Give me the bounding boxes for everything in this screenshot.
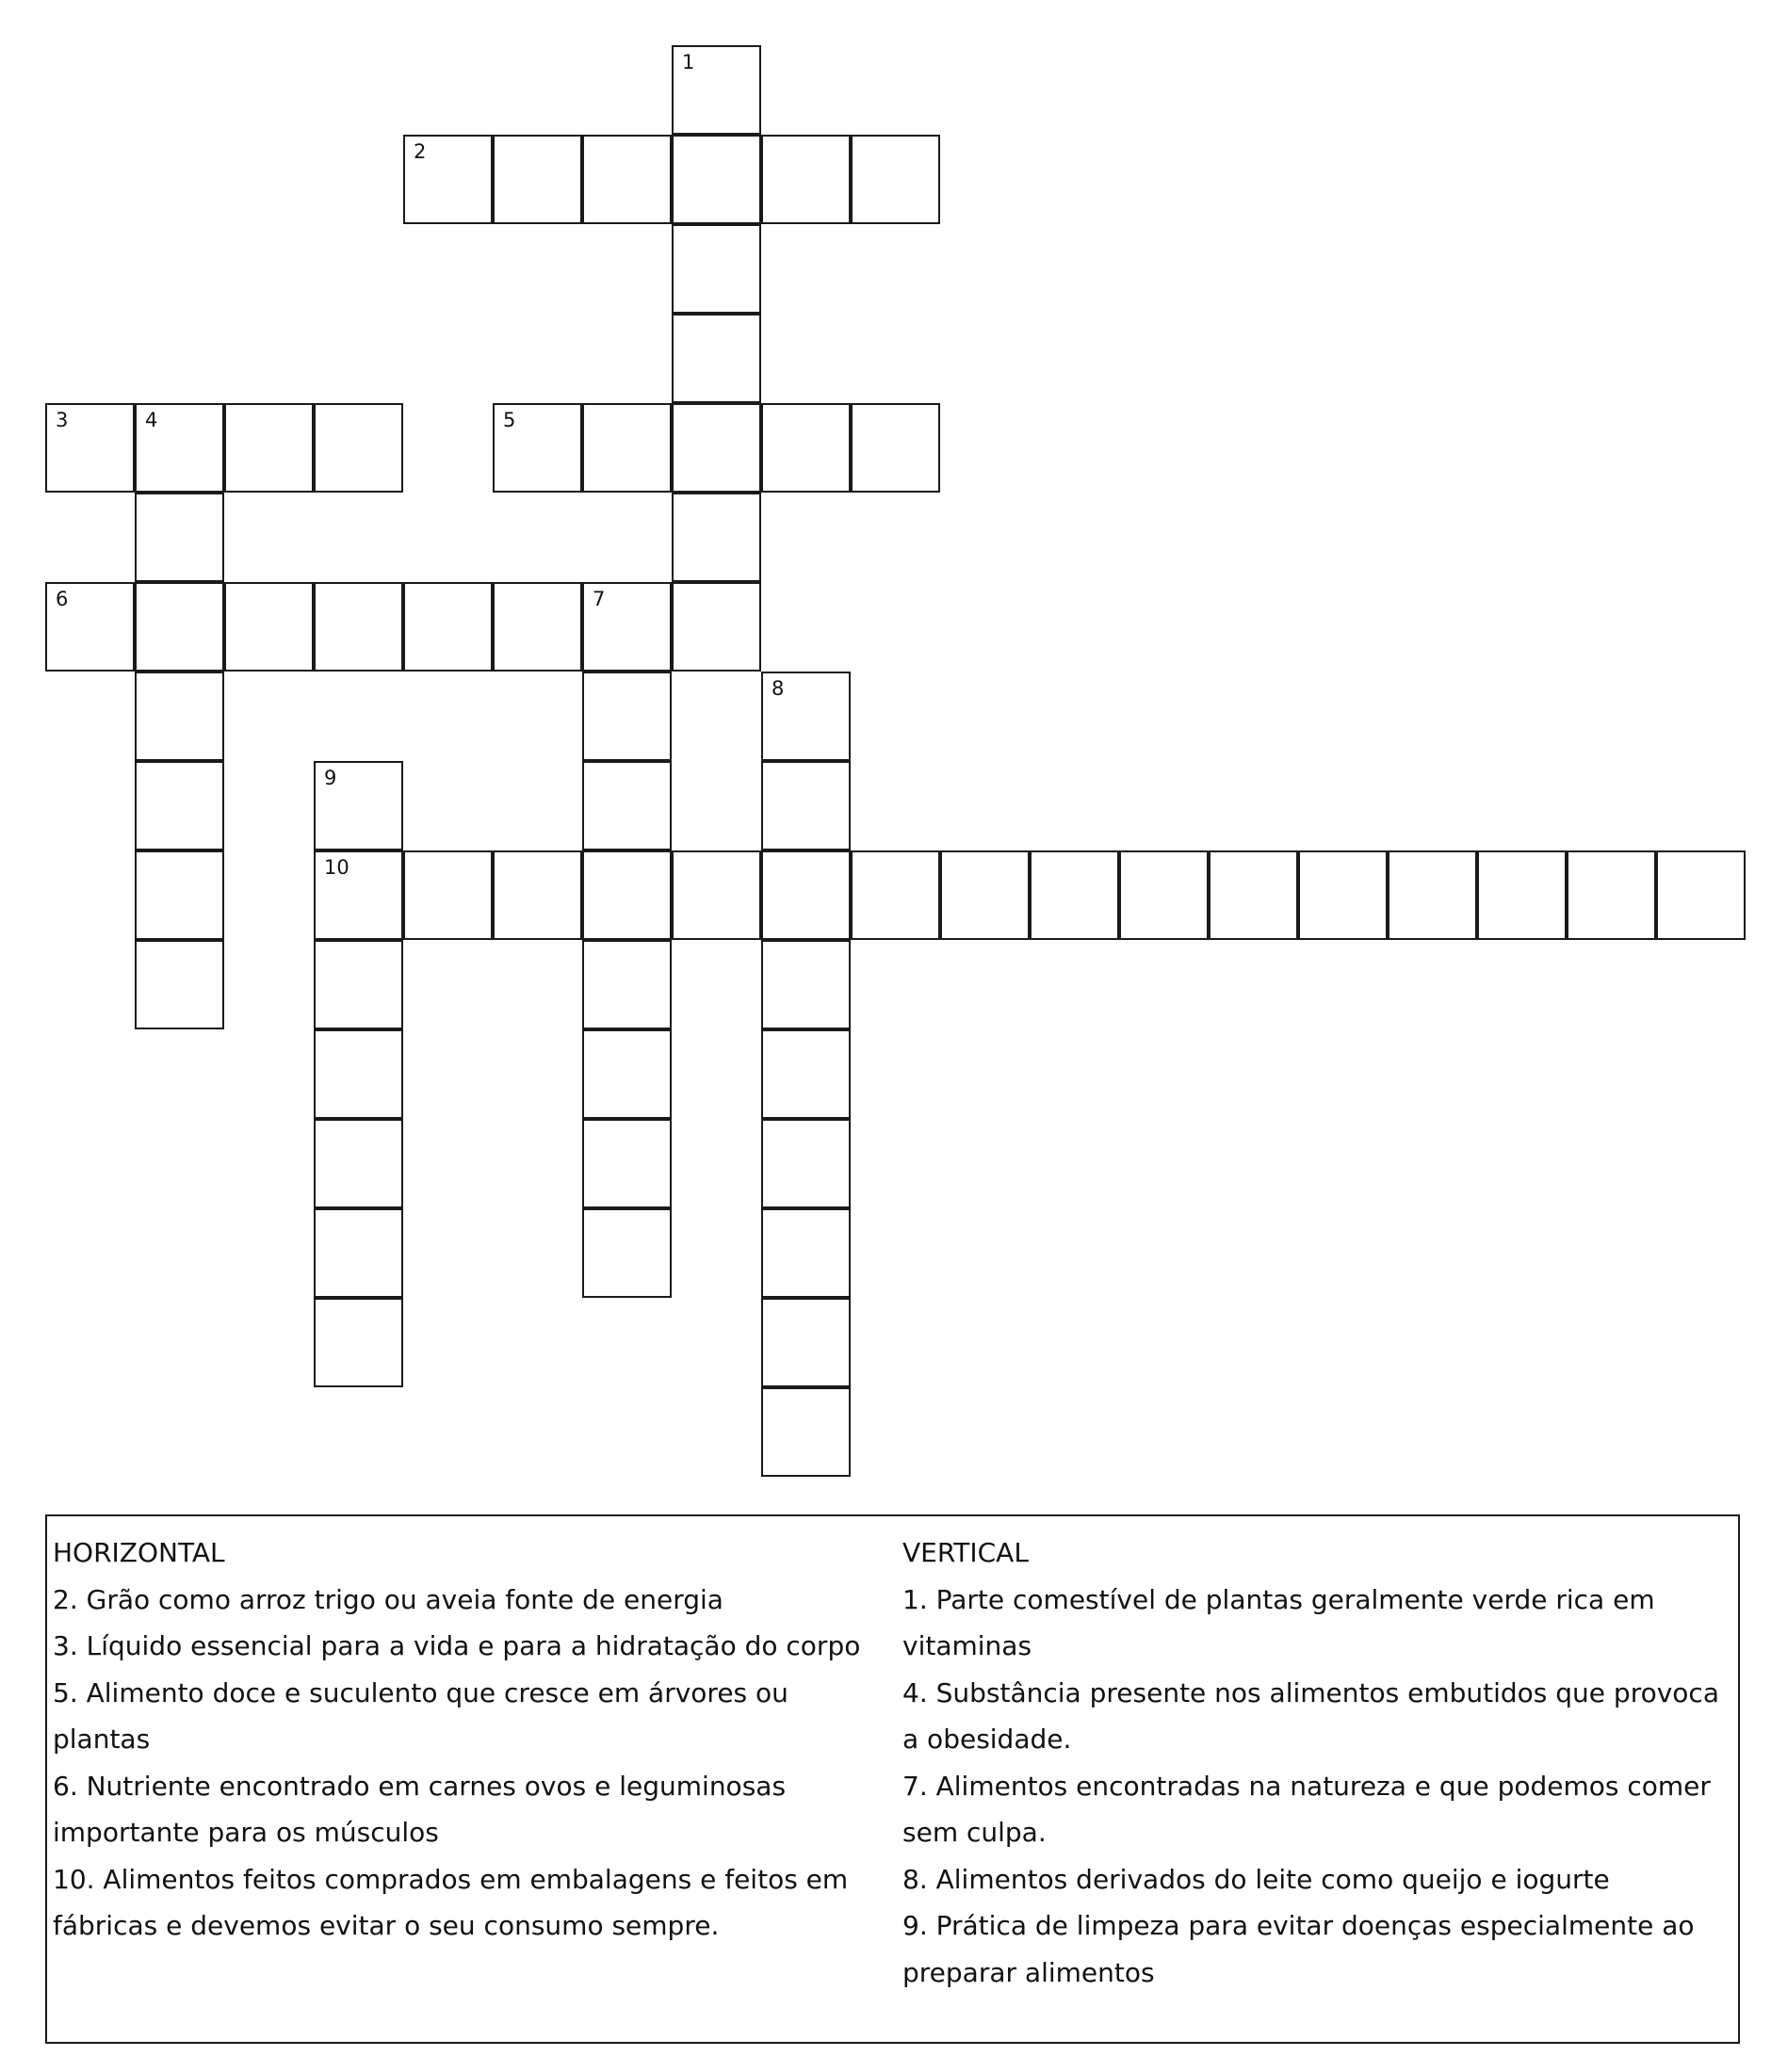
grid-cell[interactable] [761,1298,851,1387]
grid-cell[interactable] [1298,850,1388,940]
grid-cell[interactable] [314,1208,403,1298]
grid-cell[interactable] [761,1387,851,1477]
grid-cell[interactable] [403,135,493,224]
grid-cell[interactable] [1388,850,1477,940]
grid-cell[interactable] [493,850,582,940]
grid-cell[interactable] [1030,850,1119,940]
grid-cell[interactable] [493,582,582,672]
grid-cell[interactable] [582,403,672,493]
grid-cell[interactable] [761,761,851,850]
clue-number-1: 1 [682,51,695,73]
down-clues [902,1530,1736,1996]
grid-cell[interactable] [135,582,224,672]
grid-cell[interactable] [672,224,761,314]
grid-cell[interactable] [135,850,224,940]
grid-cell[interactable] [761,1029,851,1119]
clue-down-7: 7. Alimentos encontradas na natureza e que podemos comer sem culpa. [902,1770,1711,1848]
grid-cell[interactable] [672,850,761,940]
clue-across-5: 5. Alimento doce e suculento que cresce em árvores ou plantas [53,1676,788,1755]
clue-number-2: 2 [414,140,427,163]
grid-cell[interactable] [582,1029,672,1119]
clue-number-9: 9 [324,767,337,789]
grid-cell[interactable] [1477,850,1567,940]
grid-cell[interactable] [314,1029,403,1119]
grid-cell[interactable] [403,850,493,940]
clue-number-7: 7 [593,588,606,610]
grid-cell[interactable] [851,850,940,940]
clue-number-4: 4 [145,409,158,431]
grid-cell[interactable] [761,135,851,224]
grid-cell[interactable] [761,672,851,761]
grid-cell[interactable] [672,582,761,672]
grid-cell[interactable] [582,761,672,850]
grid-cell[interactable] [582,135,672,224]
clue-number-5: 5 [503,409,516,431]
grid-cell[interactable] [582,672,672,761]
down-heading: VERTICAL [902,1537,1029,1568]
clue-number-6: 6 [56,588,69,610]
clue-down-1: 1. Parte comestível de plantas geralmente verde rica em vitaminas [902,1583,1655,1661]
grid-cell[interactable] [672,314,761,403]
grid-cell[interactable] [135,403,224,493]
grid-cell[interactable] [314,761,403,850]
grid-cell[interactable] [672,45,761,135]
grid-cell[interactable] [672,403,761,493]
grid-cell[interactable] [135,940,224,1029]
grid-cell[interactable] [314,403,403,493]
grid-cell[interactable] [45,582,135,672]
grid-cell[interactable] [851,135,940,224]
grid-cell[interactable] [582,940,672,1029]
grid-cell[interactable] [45,403,135,493]
grid-cell[interactable] [135,672,224,761]
clue-across-3: 3. Líquido essencial para a vida e para a hidratação do corpo [53,1630,861,1661]
grid-cell[interactable] [761,850,851,940]
grid-cell[interactable] [761,403,851,493]
across-heading: HORIZONTAL [53,1537,225,1568]
grid-cell[interactable] [224,403,314,493]
grid-cell[interactable] [493,135,582,224]
clue-number-8: 8 [772,677,785,700]
grid-cell[interactable] [582,1119,672,1208]
grid-cell[interactable] [761,940,851,1029]
grid-cell[interactable] [1119,850,1209,940]
grid-cell[interactable] [940,850,1030,940]
clue-down-8: 8. Alimentos derivados do leite como queijo e iogurte [902,1863,1610,1895]
clue-across-6: 6. Nutriente encontrado em carnes ovos e leguminosas importante para os músculos [53,1770,787,1848]
grid-cell[interactable] [761,1119,851,1208]
grid-cell[interactable] [314,940,403,1029]
grid-cell[interactable] [135,493,224,582]
grid-cell[interactable] [493,403,582,493]
clue-across-10: 10. Alimentos feitos comprados em embalagens e feitos em fábricas e devemos evitar o seu consumo sempre. [53,1863,849,1941]
grid-cell[interactable] [582,582,672,672]
grid-cell[interactable] [1567,850,1656,940]
grid-cell[interactable] [314,582,403,672]
clue-number-10: 10 [324,856,349,879]
grid-cell[interactable] [224,582,314,672]
grid-cell[interactable] [761,1208,851,1298]
grid-cell[interactable] [672,493,761,582]
grid-cell[interactable] [314,850,403,940]
grid-cell[interactable] [314,1298,403,1387]
clue-across-2: 2. Grão como arroz trigo ou aveia fonte de energia [53,1583,723,1615]
grid-cell[interactable] [1209,850,1298,940]
grid-cell[interactable] [582,850,672,940]
grid-cell[interactable] [1656,850,1746,940]
grid-cell[interactable] [403,582,493,672]
grid-cell[interactable] [851,403,940,493]
clues-panel [45,1514,1740,2044]
grid-cell[interactable] [135,761,224,850]
clue-down-4: 4. Substância presente nos alimentos embutidos que provoca a obesidade. [902,1676,1719,1755]
grid-cell[interactable] [314,1119,403,1208]
across-clues [53,1530,882,1950]
grid-cell[interactable] [582,1208,672,1298]
clue-down-9: 9. Prática de limpeza para evitar doenças especialmente ao preparar alimentos [902,1910,1695,1988]
clue-number-3: 3 [56,409,69,431]
grid-cell[interactable] [672,135,761,224]
